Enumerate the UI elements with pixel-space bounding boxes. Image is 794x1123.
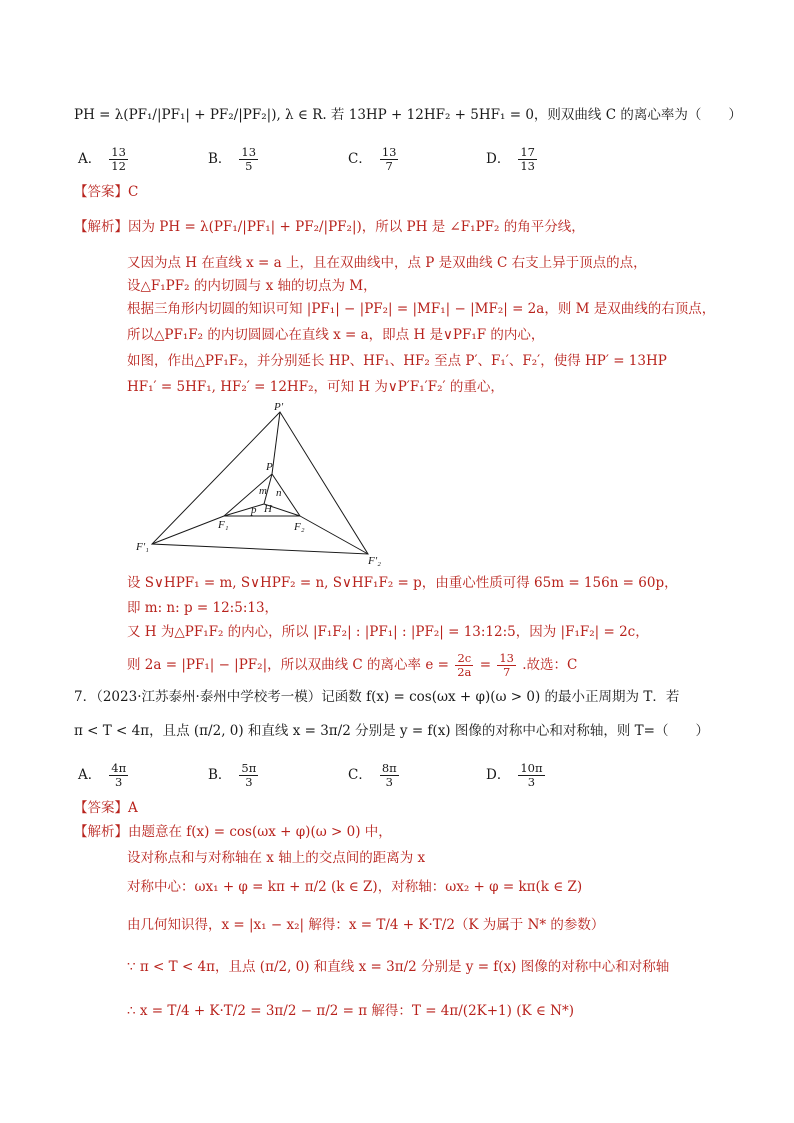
- option-label: B．: [208, 767, 232, 783]
- option-denominator: 3: [245, 775, 253, 789]
- label-f2: F₂: [294, 521, 305, 533]
- triangle-figure: [130, 398, 410, 566]
- option-numerator: 13: [111, 145, 126, 159]
- q6-option-c: [348, 146, 400, 173]
- q7-option-c: [348, 762, 401, 789]
- option-numerator: 8π: [381, 761, 397, 775]
- q6-option-a: [78, 146, 130, 173]
- q7-option-b: [208, 762, 260, 789]
- option-numerator: 13: [241, 145, 257, 159]
- final-equals: =: [479, 657, 492, 673]
- answer-value: A: [128, 800, 138, 816]
- fraction-numerator: 13: [499, 651, 514, 665]
- option-label: C．: [348, 767, 372, 783]
- q6-final-line: [127, 652, 577, 679]
- final-suffix: .故选：C: [522, 657, 578, 673]
- option-label: D．: [486, 767, 511, 783]
- outer-triangle: [152, 412, 368, 554]
- label-f2-prime: F′₂: [368, 555, 381, 566]
- q6-ratio-line: 即 m: n: p = 12:5:13，: [127, 600, 279, 616]
- option-label: A．: [78, 151, 102, 167]
- fraction-denominator: 7: [502, 665, 511, 679]
- option-numerator: 17: [520, 145, 535, 159]
- q7-analysis-line-3: 对称中心：ωx₁ + φ = kπ + π/2 (k ∈ Z)，对称轴：ωx₂ + φ = kπ(k ∈ Z): [127, 879, 583, 895]
- option-label: C．: [348, 151, 372, 167]
- q6-option-b: [208, 146, 260, 173]
- fraction-numerator: 2c: [457, 651, 472, 665]
- label-m: m: [259, 485, 267, 497]
- segment-f1prime-f1: [152, 516, 224, 544]
- label-p: P: [266, 461, 273, 473]
- segment-pprime-p: [272, 412, 280, 474]
- option-numerator: 13: [381, 145, 397, 159]
- label-p-small: p: [251, 504, 257, 516]
- q6-answer-line: [74, 183, 138, 201]
- analysis-tag: 【解析】: [74, 219, 128, 235]
- option-denominator: 3: [115, 775, 123, 789]
- answer-tag: 【答案】: [74, 800, 128, 816]
- q6-analysis-line-4: 根据三角形内切圆的知识可知 |PF₁| − |PF₂| = |MF₁| − |MF₂| = 2a，则 M 是双曲线的右顶点，: [127, 301, 716, 317]
- q6-analysis-line-6: 如图，作出△PF₁F₂，并分别延长 HP、HF₁、HF₂ 至点 P′、F₁′、F₂′，使得 HP′ = 13HP: [127, 353, 667, 369]
- analysis-text: 因为 PH = λ(PF₁/|PF₁| + PF₂/|PF₂|)，所以 PH 是 ∠F₁PF₂ 的角平分线，: [128, 219, 585, 235]
- option-denominator: 13: [520, 159, 535, 173]
- q7-analysis-line-2: 设对称点和与对称轴在 x 轴上的交点间的距离为 x: [127, 850, 426, 866]
- q7-stem-line-2: π < T < 4π，且点 (π/2, 0) 和直线 x = 3π/2 分别是 y = f(x) 图像的对称中心和对称轴，则 T=（ ）: [74, 723, 709, 739]
- label-h: H: [264, 503, 272, 515]
- q7-analysis-line-1: [74, 823, 392, 841]
- q7-option-a: [78, 762, 130, 789]
- option-denominator: 7: [385, 159, 393, 173]
- q6-area-line: 设 S∨HPF₁ = m, S∨HPF₂ = n, S∨HF₁F₂ = p，由重心性质可得 65m = 156n = 60p，: [127, 575, 678, 591]
- option-numerator: 5π: [241, 761, 257, 775]
- q6-analysis-line-1: [74, 218, 585, 236]
- option-denominator: 5: [245, 159, 253, 173]
- q7-analysis-line-5: ∵ π < T < 4π，且点 (π/2, 0) 和直线 x = 3π/2 分别是 y = f(x) 图像的对称中心和对称轴: [127, 959, 670, 975]
- segment-f1-h: [224, 504, 264, 516]
- q6-analysis-line-7: HF₁′ = 5HF₁, HF₂′ = 12HF₂，可知 H 为∨P′F₁′F₂′ 的重心，: [127, 379, 504, 395]
- q6-analysis-line-2: 又因为点 H 在直线 x = a 上，且在双曲线中，点 P 是双曲线 C 右支上异于顶点的点，: [127, 255, 647, 271]
- q6-analysis-line-3: 设△F₁PF₂ 的内切圆与 x 轴的切点为 M，: [127, 278, 377, 294]
- option-numerator: 4π: [111, 761, 127, 775]
- q6-incenter-line: 又 H 为△PF₁F₂ 的内心，所以 |F₁F₂| : |PF₁| : |PF₂| = 13:12:5，因为 |F₁F₂| = 2c，: [127, 624, 649, 640]
- option-label: A．: [78, 767, 102, 783]
- final-prefix: 则 2a = |PF₁| − |PF₂|，所以双曲线 C 的离心率 e =: [127, 657, 449, 673]
- fraction-denominator: 2a: [457, 665, 472, 679]
- option-denominator: 12: [111, 159, 126, 173]
- q7-option-d: [486, 762, 547, 789]
- label-p-prime: P′: [274, 401, 284, 413]
- label-f1-prime: F′₁: [136, 541, 149, 553]
- label-f1: F₁: [218, 519, 229, 531]
- option-label: D．: [486, 151, 511, 167]
- analysis-tag: 【解析】: [74, 824, 128, 840]
- q7-stem-line-1: 7．（2023·江苏泰州·泰州中学校考一模）记函数 f(x) = cos(ωx + φ)(ω > 0) 的最小正周期为 T．若: [74, 689, 680, 705]
- q7-analysis-line-4: 由几何知识得，x = |x₁ − x₂| 解得：x = T/4 + K·T/2（K 为属于 N* 的参数）: [127, 917, 605, 933]
- q7-analysis-line-6: ∴ x = T/4 + K·T/2 = 3π/2 − π/2 = π 解得：T = 4π/(2K+1) (K ∈ N*): [127, 1003, 574, 1019]
- q6-analysis-line-5: 所以△PF₁F₂ 的内切圆圆心在直线 x = a，即点 H 是∨PF₁F 的内心，: [127, 327, 545, 343]
- label-n: n: [276, 487, 282, 499]
- option-denominator: 3: [385, 775, 393, 789]
- q7-answer-line: [74, 799, 138, 817]
- answer-value: C: [128, 184, 139, 200]
- segment-f2prime-f2: [300, 516, 368, 554]
- option-numerator: 10π: [520, 761, 543, 775]
- analysis-text: 由题意在 f(x) = cos(ωx + φ)(ω > 0) 中，: [128, 824, 392, 840]
- triangle-diagram: [130, 398, 410, 566]
- q6-option-d: [486, 146, 539, 173]
- q6-stem-line: PH = λ(PF₁/|PF₁| + PF₂/|PF₂|), λ ∈ R. 若 13HP + 12HF₂ + 5HF₁ = 0，则双曲线 C 的离心率为（ ）: [74, 107, 742, 123]
- option-label: B．: [208, 151, 232, 167]
- option-denominator: 3: [527, 775, 536, 789]
- answer-tag: 【答案】: [74, 184, 128, 200]
